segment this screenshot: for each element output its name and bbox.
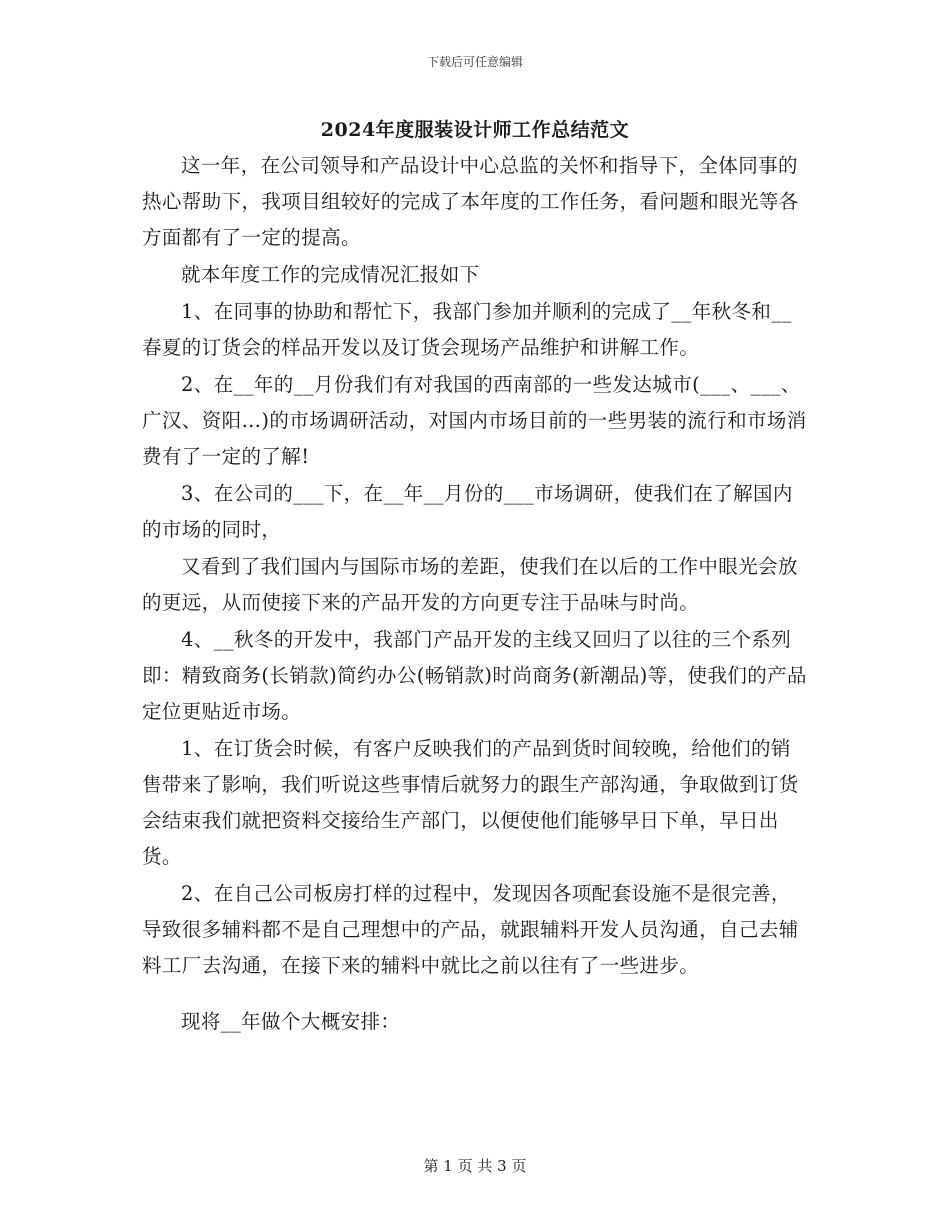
download-note: 下载后可任意编辑: [426, 55, 523, 69]
paragraph-item-3: 3、在公司的___下，在__年__月份的___市场调研，使我们在了解国内的市场的同时，: [142, 482, 793, 541]
paragraph-report-heading: 就本年度工作的完成情况汇报如下: [181, 263, 480, 286]
paragraph-issue-1: 1、在订货会时候，有客户反映我们的产品到货时间较晚，给他们的销售带来了影响，我们听说这些事情后就努力的跟生产部沟通，争取做到订货会结束我们就把资料交接给生产部门，以便使他们能够早日下单，早日出货。: [142, 737, 799, 868]
page-number: 第 1 页 共 3 页: [423, 1157, 527, 1175]
paragraph-plan: 现将__年做个大概安排：: [181, 1010, 401, 1033]
document-body: [142, 148, 808, 1041]
document-title: 2024年度服装设计师工作总结范文: [320, 119, 630, 141]
paragraph-item-1: 1、在同事的协助和帮忙下，我部门参加并顺利的完成了__年秋冬和__春夏的订货会的样品开发以及订货会现场产品维护和讲解工作。: [142, 300, 792, 359]
paragraph-item-4: 4、__秋冬的开发中，我部门产品开发的主线又回归了以往的三个系列即：精致商务(长销款)简约办公(畅销款)时尚商务(新潮品)等，使我们的产品定位更贴近市场。: [142, 628, 807, 723]
paragraph-intro: 这一年，在公司领导和产品设计中心总监的关怀和指导下，全体同事的热心帮助下，我项目组较好的完成了本年度的工作任务，看问题和眼光等各方面都有了一定的提高。: [142, 154, 799, 249]
paragraph-item-3-continued: 又看到了我们国内与国际市场的差距，使我们在以后的工作中眼光会放的更远，从而使接下来的产品开发的方向更专注于品味与时尚。: [142, 555, 798, 614]
paragraph-issue-2: 2、在自己公司板房打样的过程中，发现因各项配套设施不是很完善，导致很多辅料都不是自己理想中的产品，就跟辅料开发人员沟通，自己去辅料工厂去沟通，在接下来的辅料中就比之前以往有了一些进步。: [142, 882, 799, 977]
paragraph-item-2: 2、在__年的__月份我们有对我国的西南部的一些发达城市(___、___、广汉、资阳…)的市场调研活动，对国内市场目前的一些男装的流行和市场消费有了一定的了解!: [142, 373, 807, 468]
